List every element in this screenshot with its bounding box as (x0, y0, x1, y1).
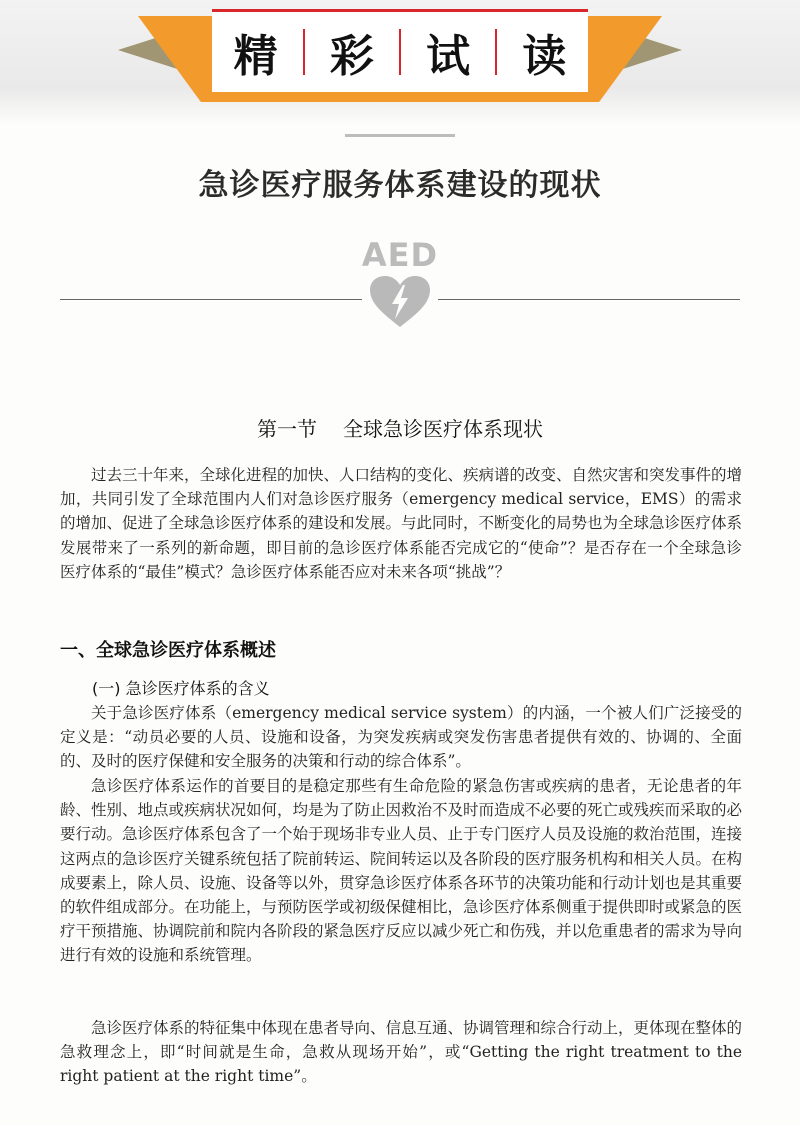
heading-2: (一) 急诊医疗体系的含义 (92, 679, 270, 698)
paragraph-4: 急诊医疗体系的特征集中体现在患者导向、信息互通、协调管理和综合行动上，更体现在整体的急救理念上，即“时间就是生命，急救从现场开始”，或“Getting the right treatment to the right patient at the right time”。 (60, 1019, 743, 1086)
top-divider (345, 134, 455, 137)
banner-separator (399, 29, 401, 75)
heart-bolt-icon (368, 275, 432, 329)
banner-char-1: 精 (233, 31, 278, 82)
page-title: 急诊医疗服务体系建设的现状 (198, 168, 602, 203)
paragraph-2: 关于急诊医疗体系（emergency medical service system）的内涵，一个被人们广泛接受的定义是：“动员必要的人员、设施和设备，为突发疾病或突发伤害患者提供有效的、协调的、全面的、及时的医疗保健和安全服务的决策和行动的综合体系”。 (60, 704, 742, 771)
divider-left (60, 299, 362, 300)
paragraph-3: 急诊医疗体系运作的首要目的是稳定那些有生命危险的紧急伤害或疾病的患者，无论患者的年龄、性别、地点或疾病状况如何，均是为了防止因救治不及时而造成不必要的死亡或残疾而采取的必要行动。急诊医疗体系包含了一个始于现场非专业人员、止于专门医疗人员及设施的救治范围，连接这两点的急诊医疗关键系统包括了院前转运、院间转运以及各阶段的医疗服务机构和相关人员。在构成要素上，除人员、设施、设备等以外，贯穿急诊医疗体系各环节的决策功能和行动计划也是其重要的软件组成部分。在功能上，与预防医学或初级保健相比，急诊医疗体系侧重于提供即时或紧急的医疗干预措施、协调院前和院内各阶段的紧急医疗反应以减少死亡和伤残，并以危重患者的需求为导向进行有效的设施和系统管理。 (60, 777, 743, 965)
divider-right (438, 299, 740, 300)
banner-char-4: 读 (522, 31, 567, 82)
banner-separator (495, 29, 497, 75)
banner-separator (303, 29, 305, 75)
aed-logo-text: AED (361, 236, 439, 274)
paragraph-1: 过去三十年来，全球化进程的加快、人口结构的变化、疾病谱的改变、自然灾害和突发事件的增加，共同引发了全球范围内人们对急诊医疗服务（emergency medical service，EMS）的需求的增加、促进了全球急诊医疗体系的建设和发展。与此同时，不断变化的局势也为全球急诊医疗体系发展带来了一系列的新命题，即目前的急诊医疗体系能否完成它的“使命”？是否存在一个全球急诊医疗体系的“最佳”模式？急诊医疗体系能否应对未来各项“挑战”？ (60, 466, 743, 581)
banner-char-3: 试 (426, 31, 471, 82)
banner (212, 12, 588, 92)
section-heading (0, 413, 800, 442)
section-title: 全球急诊医疗体系现状 (343, 417, 543, 441)
banner-char-2: 彩 (329, 31, 374, 82)
section-number: 第一节 (257, 417, 317, 441)
heading-1: 一、全球急诊医疗体系概述 (60, 640, 276, 661)
